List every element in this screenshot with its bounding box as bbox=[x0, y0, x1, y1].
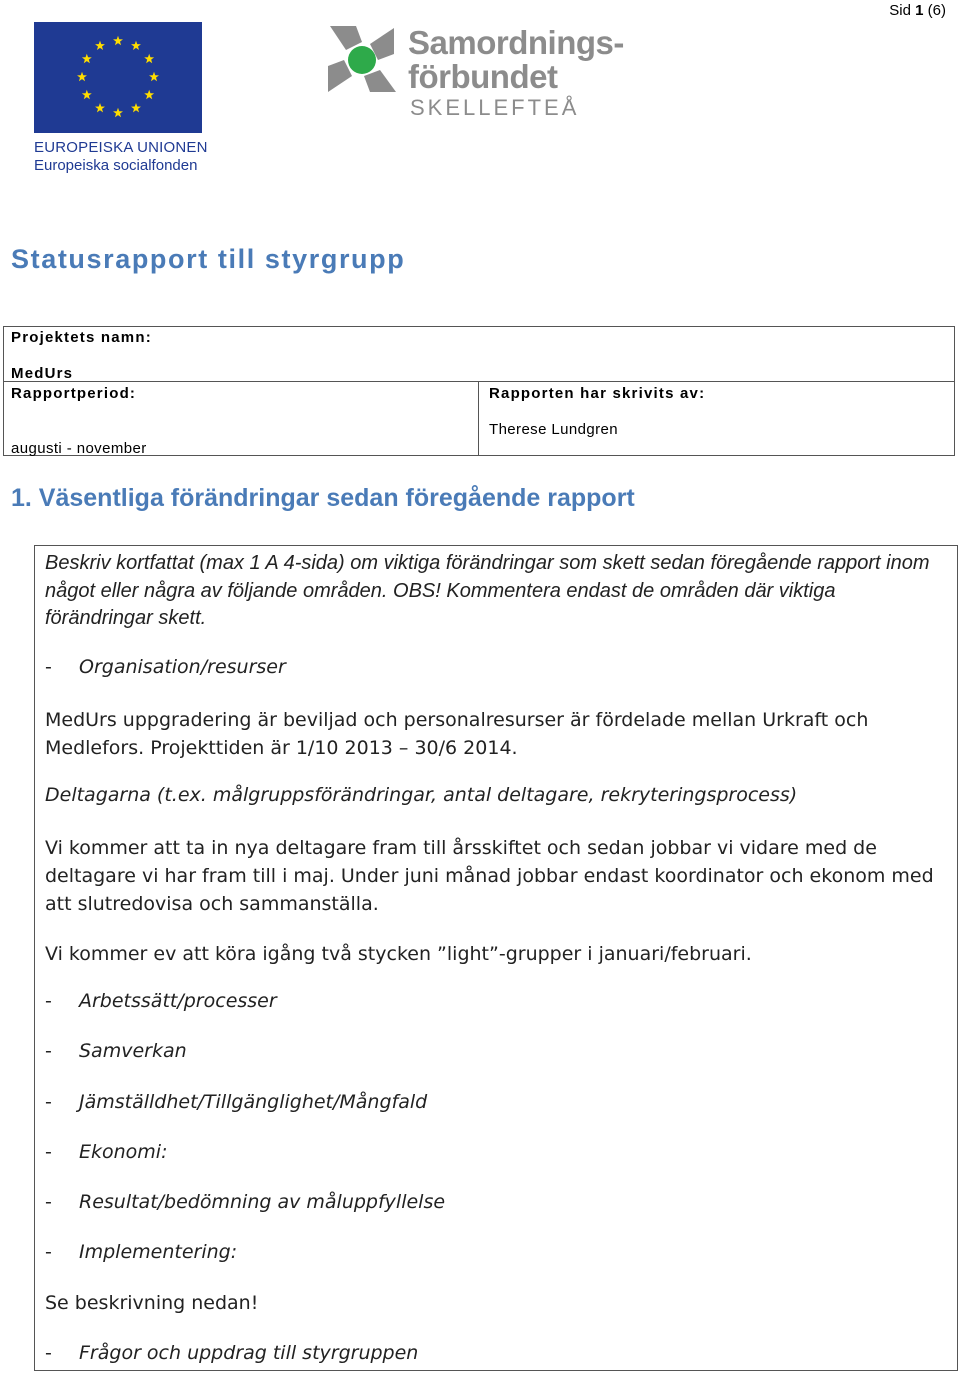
eu-star-icon bbox=[149, 72, 159, 81]
eu-star-icon bbox=[131, 41, 141, 50]
eu-logo-line1: EUROPEISKA UNIONEN bbox=[34, 139, 208, 156]
item-ekonomi: Ekonomi: bbox=[79, 1141, 168, 1163]
eu-flag-logo bbox=[34, 22, 202, 133]
bullet-dash: - bbox=[45, 1141, 52, 1163]
eu-logo-line2: Europeiska socialfonden bbox=[34, 157, 198, 174]
eu-star-icon bbox=[144, 54, 154, 63]
author-label: Rapporten har skrivits av: bbox=[489, 385, 706, 402]
samordning-logo-line2: förbundet bbox=[408, 58, 558, 95]
project-name-label: Projektets namn: bbox=[11, 329, 152, 346]
note-text: Se beskrivning nedan! bbox=[45, 1292, 259, 1314]
section-intro: Beskriv kortfattat (max 1 A 4-sida) om viktiga förändringar som skett sedan föregående rapport inom något eller några av följande områden. OBS! Kommentera endast de områden där viktiga förändringar skett. bbox=[45, 552, 930, 629]
eu-star-icon bbox=[113, 36, 123, 45]
samordning-logo-line3: SKELLEFTEÅ bbox=[410, 95, 580, 120]
eu-star-icon bbox=[95, 103, 105, 112]
organisation-text: MedUrs uppgradering är beviljad och personalresurser är fördelade mellan Urkraft och Medlefors. Projekttiden är 1/10 2013 – 30/6 2014. bbox=[45, 709, 869, 759]
bullet-dash: - bbox=[45, 1241, 52, 1263]
bullet-dash: - bbox=[45, 1040, 52, 1062]
item-organisation: Organisation/resurser bbox=[79, 656, 286, 678]
eu-star-icon bbox=[131, 103, 141, 112]
eu-star-icon bbox=[77, 72, 87, 81]
info-table-column-divider bbox=[478, 381, 479, 456]
deltagarna-text: Vi kommer att ta in nya deltagare fram till årsskiftet och sedan jobbar vi vidare med de deltagare vi har fram till i maj. Under juni månad jobbar endast koordinator och ekonom med att slutredovisa och sammanställa. bbox=[45, 837, 934, 915]
eu-star-icon bbox=[95, 41, 105, 50]
eu-stars-icon bbox=[34, 22, 202, 133]
bullet-dash: - bbox=[45, 1091, 52, 1113]
bullet-dash: - bbox=[45, 990, 52, 1012]
item-jamstalldhet: Jämställdhet/Tillgänglighet/Mångfald bbox=[79, 1091, 428, 1113]
eu-star-icon bbox=[144, 90, 154, 99]
author-value: Therese Lundgren bbox=[489, 421, 618, 438]
eu-star-icon bbox=[82, 54, 92, 63]
item-arbetssatt: Arbetssätt/processer bbox=[79, 990, 277, 1012]
intro-note: OBS! Kommentera endast de områden där viktiga förändringar skett. bbox=[45, 579, 836, 629]
page-current: 1 bbox=[915, 2, 924, 19]
project-name-value: MedUrs bbox=[11, 365, 74, 382]
eu-star-icon bbox=[82, 90, 92, 99]
bullet-dash: - bbox=[45, 1191, 52, 1213]
page-number: Sid 1 (6) bbox=[889, 2, 946, 19]
item-resultat: Resultat/bedömning av måluppfyllelse bbox=[79, 1191, 446, 1213]
eu-star-icon bbox=[113, 108, 123, 117]
bullet-dash: - bbox=[45, 656, 52, 678]
page-total: (6) bbox=[927, 2, 946, 19]
item-samverkan: Samverkan bbox=[79, 1040, 187, 1062]
info-table-divider bbox=[3, 381, 955, 382]
samordning-logo-mark-icon bbox=[322, 20, 402, 100]
section-heading: 1. Väsentliga förändringar sedan föregående rapport bbox=[11, 484, 635, 512]
report-period-value: augusti - november bbox=[11, 440, 147, 457]
report-period-label: Rapportperiod: bbox=[11, 385, 137, 402]
item-fragor: Frågor och uppdrag till styrgruppen bbox=[79, 1342, 419, 1364]
samordning-logo-line1: Samordnings- bbox=[408, 24, 624, 61]
document-title: Statusrapport till styrgrupp bbox=[11, 244, 406, 274]
item-implementering: Implementering: bbox=[79, 1241, 238, 1263]
item-deltagarna: Deltagarna (t.ex. målgruppsförändringar, antal deltagare, rekryteringsprocess) bbox=[45, 784, 798, 806]
bullet-dash: - bbox=[45, 1342, 52, 1364]
deltagarna-text-2: Vi kommer ev att köra igång två stycken ”light”-grupper i januari/februari. bbox=[45, 943, 752, 965]
